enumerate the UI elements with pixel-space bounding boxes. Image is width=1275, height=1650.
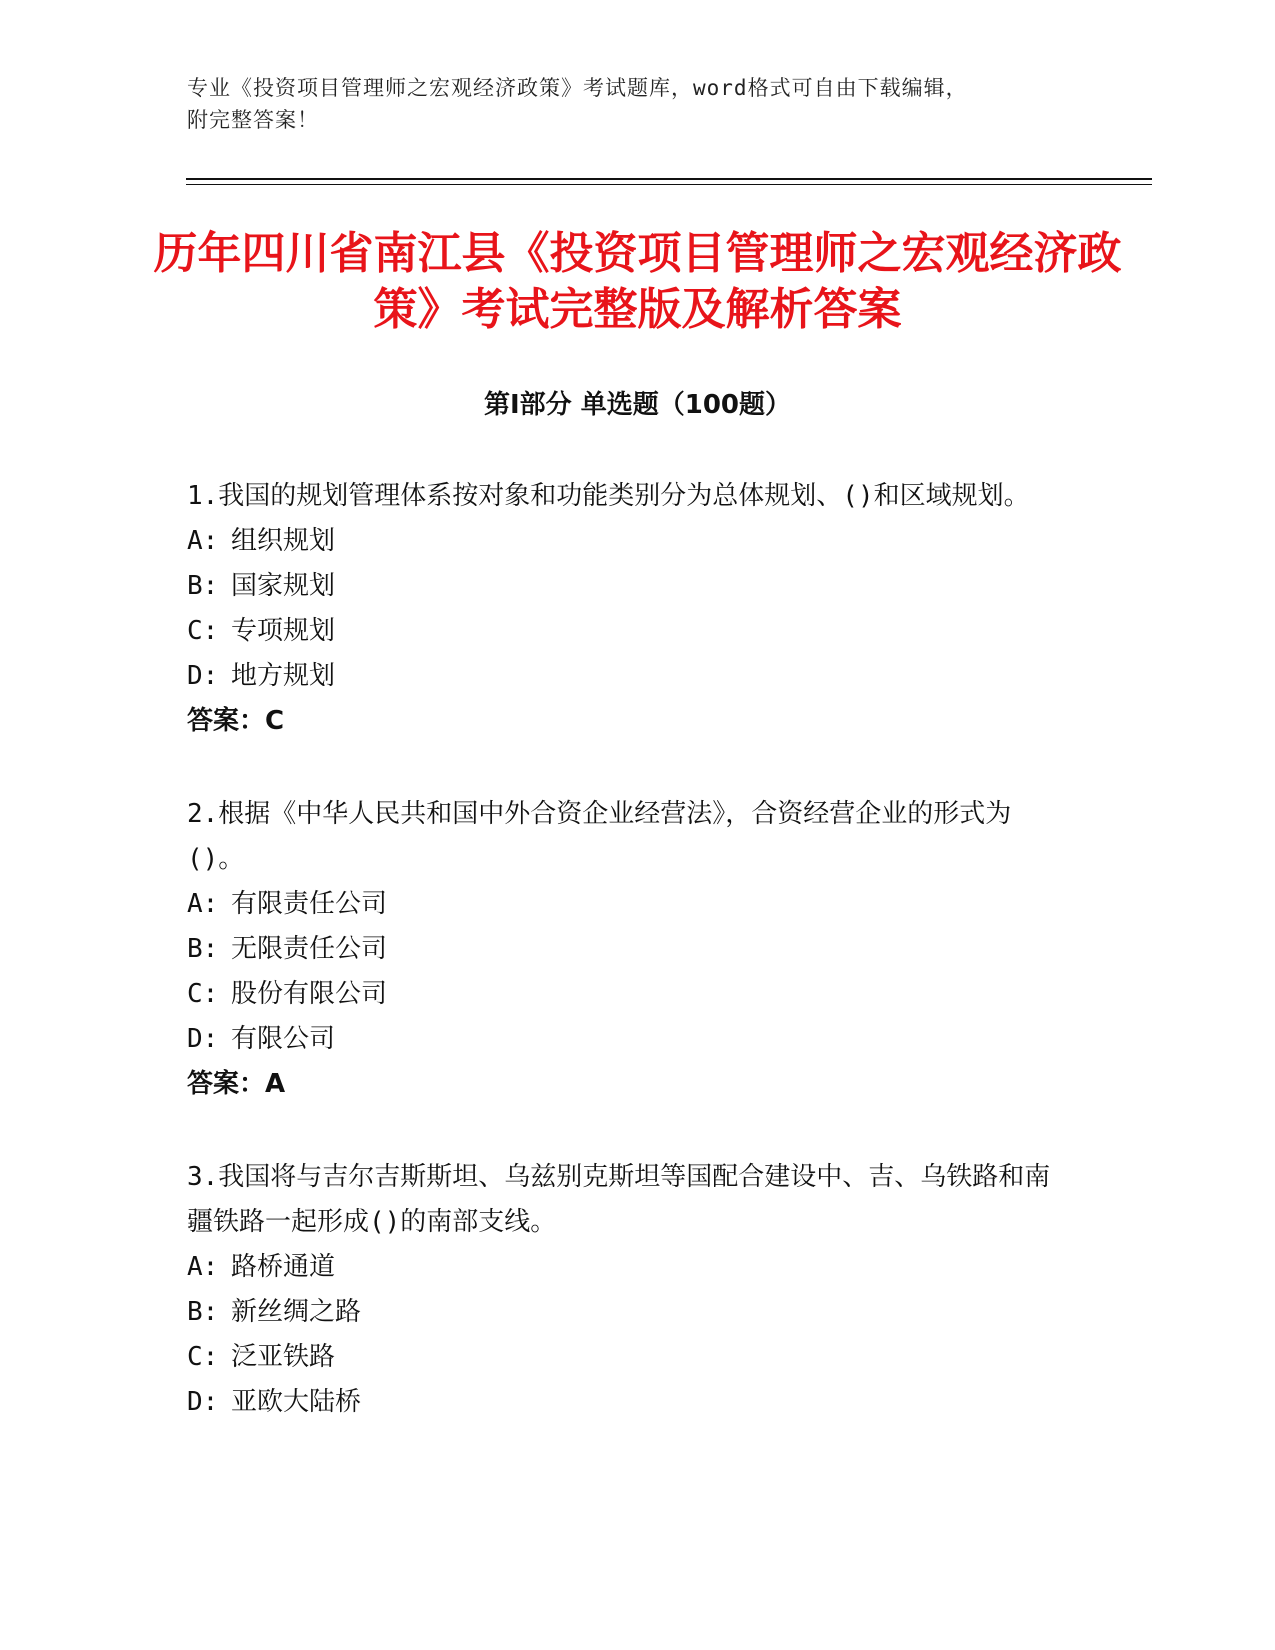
option-d xyxy=(187,1380,1067,1425)
option-c xyxy=(187,1335,1067,1380)
option-text: 泛亚铁路 xyxy=(231,1342,336,1372)
question-text: 2.根据《中华人民共和国中外合资企业经营法》，合资经营企业的形式为()。 xyxy=(187,799,1012,874)
option-letter: A: xyxy=(187,889,219,919)
option-b xyxy=(187,927,1067,972)
document-title: 历年四川省南江县《投资项目管理师之宏观经济政策》考试完整版及解析答案 xyxy=(153,228,1122,335)
header-note-line-2: 附完整答案！ xyxy=(187,108,319,132)
option-c xyxy=(187,609,1067,654)
option-a xyxy=(187,519,1067,564)
option-letter: C: xyxy=(187,1342,219,1372)
option-text: 有限公司 xyxy=(231,1024,336,1054)
option-letter: B: xyxy=(187,934,219,964)
header-note-line-1: 专业《投资项目管理师之宏观经济政策》考试题库，word格式可自由下载编辑， xyxy=(187,76,968,100)
option-text: 亚欧大陆桥 xyxy=(231,1387,362,1417)
answer-line: 答案：C xyxy=(187,706,285,736)
answer-line: 答案：A xyxy=(187,1069,286,1099)
option-letter: B: xyxy=(187,1297,219,1327)
option-letter: D: xyxy=(187,1387,219,1417)
option-d xyxy=(187,1017,1067,1062)
option-c xyxy=(187,972,1067,1017)
option-text: 国家规划 xyxy=(231,571,336,601)
option-d xyxy=(187,654,1067,699)
question-text: 1.我国的规划管理体系按对象和功能类别分为总体规划、()和区域规划。 xyxy=(187,481,1030,511)
question-1 xyxy=(187,474,1067,744)
option-text: 新丝绸之路 xyxy=(231,1297,362,1327)
question-list xyxy=(187,474,1067,1473)
option-a xyxy=(187,882,1067,927)
option-letter: D: xyxy=(187,661,219,691)
option-text: 专项规划 xyxy=(231,616,336,646)
header-note xyxy=(187,72,1087,136)
option-text: 无限责任公司 xyxy=(231,934,388,964)
option-letter: D: xyxy=(187,1024,219,1054)
option-text: 有限责任公司 xyxy=(231,889,388,919)
option-b xyxy=(187,564,1067,609)
question-3 xyxy=(187,1155,1067,1425)
header-divider-thin xyxy=(186,184,1152,185)
option-letter: C: xyxy=(187,616,219,646)
option-letter: A: xyxy=(187,1252,219,1282)
option-text: 股份有限公司 xyxy=(231,979,388,1009)
question-2 xyxy=(187,792,1067,1107)
option-letter: A: xyxy=(187,526,219,556)
section-heading: 第Ⅰ部分 单选题（100题） xyxy=(484,390,791,420)
header-divider-thick xyxy=(186,178,1152,180)
question-text: 3.我国将与吉尔吉斯斯坦、乌兹别克斯坦等国配合建设中、吉、乌铁路和南疆铁路一起形成()的南部支线。 xyxy=(187,1162,1051,1237)
option-a xyxy=(187,1245,1067,1290)
option-text: 路桥通道 xyxy=(231,1252,336,1282)
option-text: 地方规划 xyxy=(231,661,336,691)
option-b xyxy=(187,1290,1067,1335)
option-text: 组织规划 xyxy=(231,526,336,556)
option-letter: C: xyxy=(187,979,219,1009)
option-letter: B: xyxy=(187,571,219,601)
